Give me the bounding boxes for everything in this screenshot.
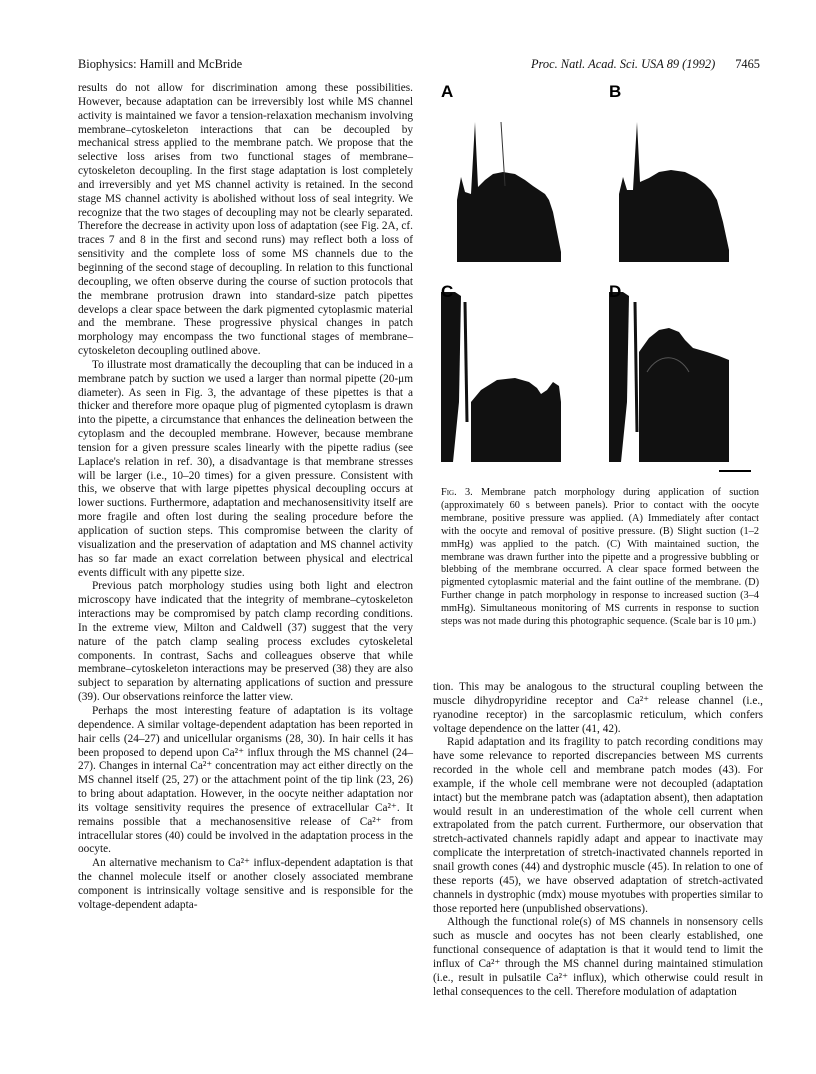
figure-3 (441, 82, 759, 472)
figure-panel-a (441, 82, 579, 262)
micrograph-a (441, 82, 579, 262)
paragraph: An alternative mechanism to Ca²⁺ influx-dependent adaptation is that the channel molecule itself or another closely associated membrane component is intrinsically voltage sensitive and is responsible for the voltage-dependent adapta- (78, 857, 413, 911)
journal-citation: Proc. Natl. Acad. Sci. USA 89 (1992) (530, 57, 716, 71)
running-header (78, 57, 760, 73)
figure-caption-text: Membrane patch morphology during application of suction (approximately 60 s between panels). Prior to contact with the oocyte membrane, positive pressure was applied. (A) Immediately after contact with the oocyte and removal of positive pressure. (B) Slight suction (1–2 mmHg) was applied to the patch. (C) With maintained suction, the membrane was drawn further into the pipette and a progressive bubbling or blebbing of the membrane occurred. A clear space formed between the pigmented cytoplasmic material and the faint outline of the membrane. (D) Further change in patch morphology in response to increased suction (3–4 mmHg). Simultaneous monitoring of MS currents in response to suction steps was not made during this photographic sequence. (Scale bar is 10 μm.) (441, 487, 760, 628)
paragraph: Perhaps the most interesting feature of adaptation is its voltage dependence. A similar voltage-dependent adaptation has been reported in hair cells (24–27) and unicellular organisms (28, 30). In hair cells it has been proposed to depend upon Ca²⁺ influx through the MS channel (24–27). Changes in internal Ca²⁺ concentration may act either directly on the MS channel itself (25, 27) or the attachment point of the tip link (23, 26) to bring about adaptation. However, in the oocyte neither adaptation nor its voltage sensitivity requires the presence of extracellular Ca²⁺. It remains possible that a mechanosensitive release of Ca²⁺ from intracellular stores (40) could be involved in the adaptation process in the oocyte. (78, 704, 413, 856)
paragraph: results do not allow for discrimination among these possibilities. However, because adaptation can be irreversibly lost while MS channel activity is maintained we favor a tension-relaxation mechanism involving membrane–cytoskeleton interactions that can be decoupled by mechanical stress applied to the membrane patch. We propose that the selective loss arises from two functional stages of membrane–cytoskeleton decoupling. In the first stage adaptation is lost completely and irreversibly and yet MS channel activity is retained. In the second stage MS channel activity is abolished without loss of seal integrity. We recognize that the two stages of decoupling may not be clearly separated. Therefore the decrease in activity upon loss of adaptation (see Fig. 2A, cf. traces 7 and 8 in the first and second runs) may reflect both a loss of sensitivity and the complete loss of some MS channels due to the beginning of the second stage of decoupling. In relation to this functional decoupling, we often observe during the course of suction protocols that the membrane protrusion drawn into standard-size patch pipettes develops a clear space between the dark pigmented cytoplasmic material and the membrane. These progressive physical changes in patch morphology may encompass the two functional stages of membrane–cytoskeleton decoupling outlined above. (78, 82, 413, 358)
left-column (78, 82, 413, 913)
figure-panel-d (609, 282, 747, 462)
micrograph-d (609, 282, 747, 462)
paragraph: Previous patch morphology studies using both light and electron microscopy have indicated that the integrity of membrane–cytoskeleton interactions may be compromised by patch clamp recording conditions. In the extreme view, Milton and Caldwell (37) suggest that the very nature of the patch clamp sealing process excludes cytoskeletal components. In contrast, Sachs and colleagues observe that while membrane–cytoskeleton interactions may be preserved (38) they are also subject to separation by alternating applications of suction and pressure (39). Our observations reinforce the latter view. (78, 580, 413, 704)
paragraph: Rapid adaptation and its fragility to patch recording conditions may have some relevance to reported discrepancies between MS currents recorded in the whole cell and membrane patch modes (43). For example, if the whole cell membrane were not decoupled (adaptation intact) but the membrane patch was (adaptation absent), then adaptation would result in an underestimation of the whole cell current when extrapolated from the patch current. Furthermore, our observation that stretch-activated channels rapidly adapt and appear to inactivate may complicate the interpretation of stretch-inactivated channels reported in snail growth cones (44) and dystrophic muscle (45). In relation to one of these reports (45), we have observed adaptation of stretch-activated channels in dystrophic (mdx) mouse myotubes with properties similar to those reported here (unpublished observations). (433, 736, 763, 915)
panel-label: B (609, 82, 622, 101)
paragraph: To illustrate most dramatically the decoupling that can be induced in a membrane patch by suction we used a larger than normal pipette (20-μm diameter). As seen in Fig. 3, the advantage of these pipettes is that a thicker and therefore more opaque plug of pigmented cytoplasm is drawn into the pipette, a circumstance that enhances the delineation between the cytoplasm and the decoupled membrane. However, because membrane tension for a given pressure scales linearly with the pipette radius (see Laplace's relation in ref. 30), a disadvantage is that membrane stresses will be larger (i.e., 10–20 times) for a given pressure. Consistent with this, we observe that with large pipettes physical decoupling occurs at lower suctions. Furthermore, adaptation and mechanosensitivity itself are more fragile and often lost during the sealing procedure before the application of suction steps. This compromise between the clarity of visualization and the preservation of adaptation and MS channel activity has so far made an exact correlation between physical and electrical events difficult with any pipette size. (78, 358, 413, 579)
panel-label: C (441, 282, 454, 301)
figure-caption-label: Fig. 3. (441, 487, 473, 498)
micrograph-b (609, 82, 747, 262)
page-number: 7465 (735, 57, 760, 71)
paragraph: tion. This may be analogous to the structural coupling between the muscle dihydropyridine receptor and Ca²⁺ release channel (i.e., ryanodine receptor) in the sarcoplasmic reticulum, which confers voltage dependence on the latter (41, 42). (433, 681, 763, 735)
micrograph-c (441, 282, 579, 462)
figure-caption (441, 487, 759, 629)
header-section-authors: Biophysics: Hamill and McBride (78, 57, 243, 71)
panel-label: D (609, 282, 622, 301)
paragraph: Although the functional role(s) of MS channels in nonsensory cells such as muscle and oocytes has not been clearly established, one functional consequence of adaptation is that it would tend to limit the influx of Ca²⁺ through the MS channel during maintained stimulation (i.e., result in pulsatile Ca²⁺ influx), which otherwise could result in lethal consequences to the cell. Therefore modulation of adaptation (433, 916, 763, 998)
right-column (433, 681, 763, 999)
figure-panel-b (609, 82, 747, 262)
header-citation (531, 57, 760, 72)
scale-bar (719, 470, 751, 472)
figure-panel-c (441, 282, 579, 462)
panel-label: A (441, 82, 454, 101)
